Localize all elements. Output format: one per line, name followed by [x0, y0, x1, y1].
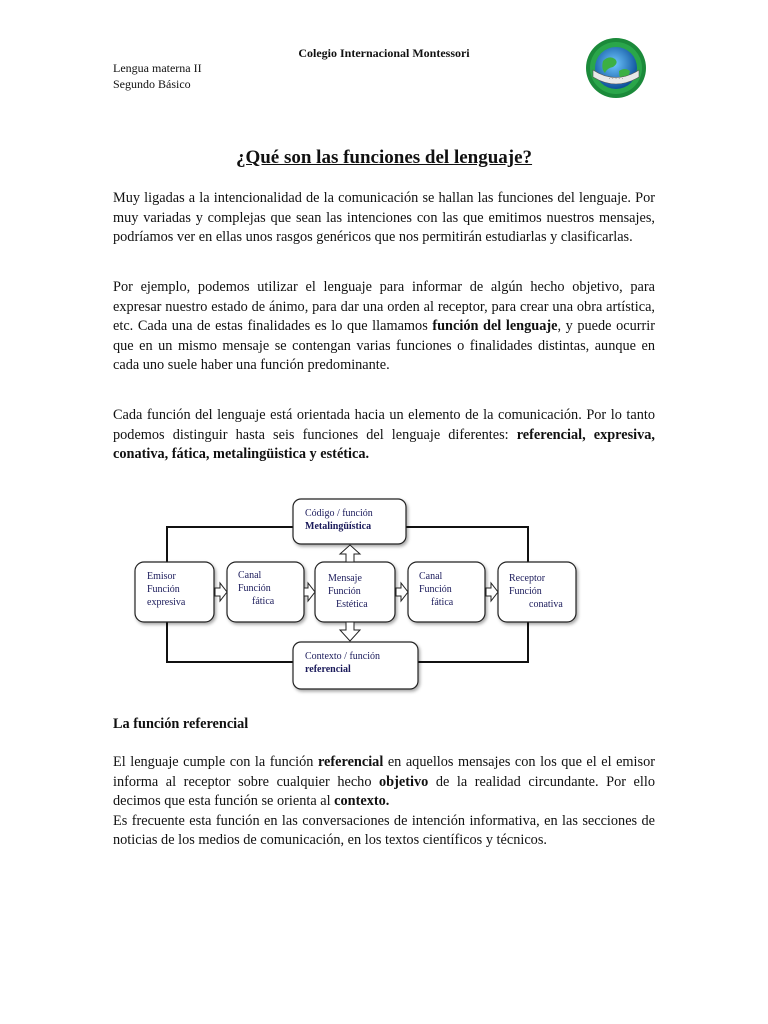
- paragraph-functions: Cada función del lenguaje está orientada hacia un elemento de la comunicación. Por lo tanto podemos distinguir hasta seis funciones del lenguaje diferentes: referencial, expresiva, conativa, fática, metalingüistica y estética.: [113, 407, 656, 463]
- school-name: Colegio Internacional Montessori: [298, 46, 470, 60]
- communication-functions-diagram: [128, 492, 628, 698]
- label-emisor: Emisor Función expresiva: [147, 571, 186, 608]
- label-metalinguistica: Código / función Metalingüística: [305, 508, 373, 532]
- bold-term: función del lenguaje: [432, 318, 558, 335]
- label-receptor: Receptor Función conativa: [509, 573, 563, 610]
- paragraph-intro: Muy ligadas a la intencionalidad de la comunicación se hallan las funciones del lenguaje. Por muy variadas y complejas que sean las intenciones con las que emitimos nuestros mensajes, podríamos ver en ellas unos rasgos genéricos que nos permitirán estudiarlas y clasificarlas.: [113, 190, 655, 246]
- paragraph-example: Por ejemplo, podemos utilizar el lenguaje para informar de algún hecho objetivo, para expresar nuestro estado de ánimo, para dar una orden al receptor, para crear una obra artística, etc. Cada una de estas finalidades es lo que llamamos función del lenguaje, y puede ocurrir que en un mismo mensaje se contengan varias funciones o finalidades distintas, aunque en cada uno suele haber una función predominante.: [113, 279, 655, 374]
- label-canal-2: Canal Función fática: [419, 571, 454, 608]
- arrow-up-icon: [340, 545, 360, 562]
- label-mensaje: Mensaje Función Estética: [328, 573, 368, 610]
- label-contexto: Contexto / función referencial: [305, 651, 380, 675]
- paragraph-referencial: El lenguaje cumple con la función referencial en aquellos mensajes con los que el el emisor informa al receptor sobre cualquier hecho objetivo de la realidad circundante. Por ello decimos que esta función se orienta al contexto. Es frecuente esta función en las conversaciones de intención informativa, en las secciones de noticias de los medios de comunicación, en los textos científicos y técnicos.: [113, 754, 655, 849]
- label-canal-1: Canal Función fática: [238, 570, 275, 607]
- arrow-right-icon: [486, 583, 498, 601]
- arrow-right-icon: [304, 583, 315, 601]
- arrow-down-icon: [340, 622, 360, 641]
- bold-functions-list: referencial, expresiva, conativa, fática, metalingüistica y estética.: [113, 426, 656, 463]
- arrow-right-icon: [396, 583, 408, 601]
- school-seal-icon: [585, 37, 647, 99]
- svg-text:· · · · ·: · · · · ·: [608, 76, 624, 82]
- course-name: Lengua materna II: [113, 61, 202, 75]
- grade-level: Segundo Básico: [113, 77, 191, 91]
- arrow-right-icon: [215, 583, 227, 601]
- page-title: ¿Qué son las funciones del lenguaje?: [235, 147, 533, 168]
- section-title-referencial: La función referencial: [113, 716, 249, 732]
